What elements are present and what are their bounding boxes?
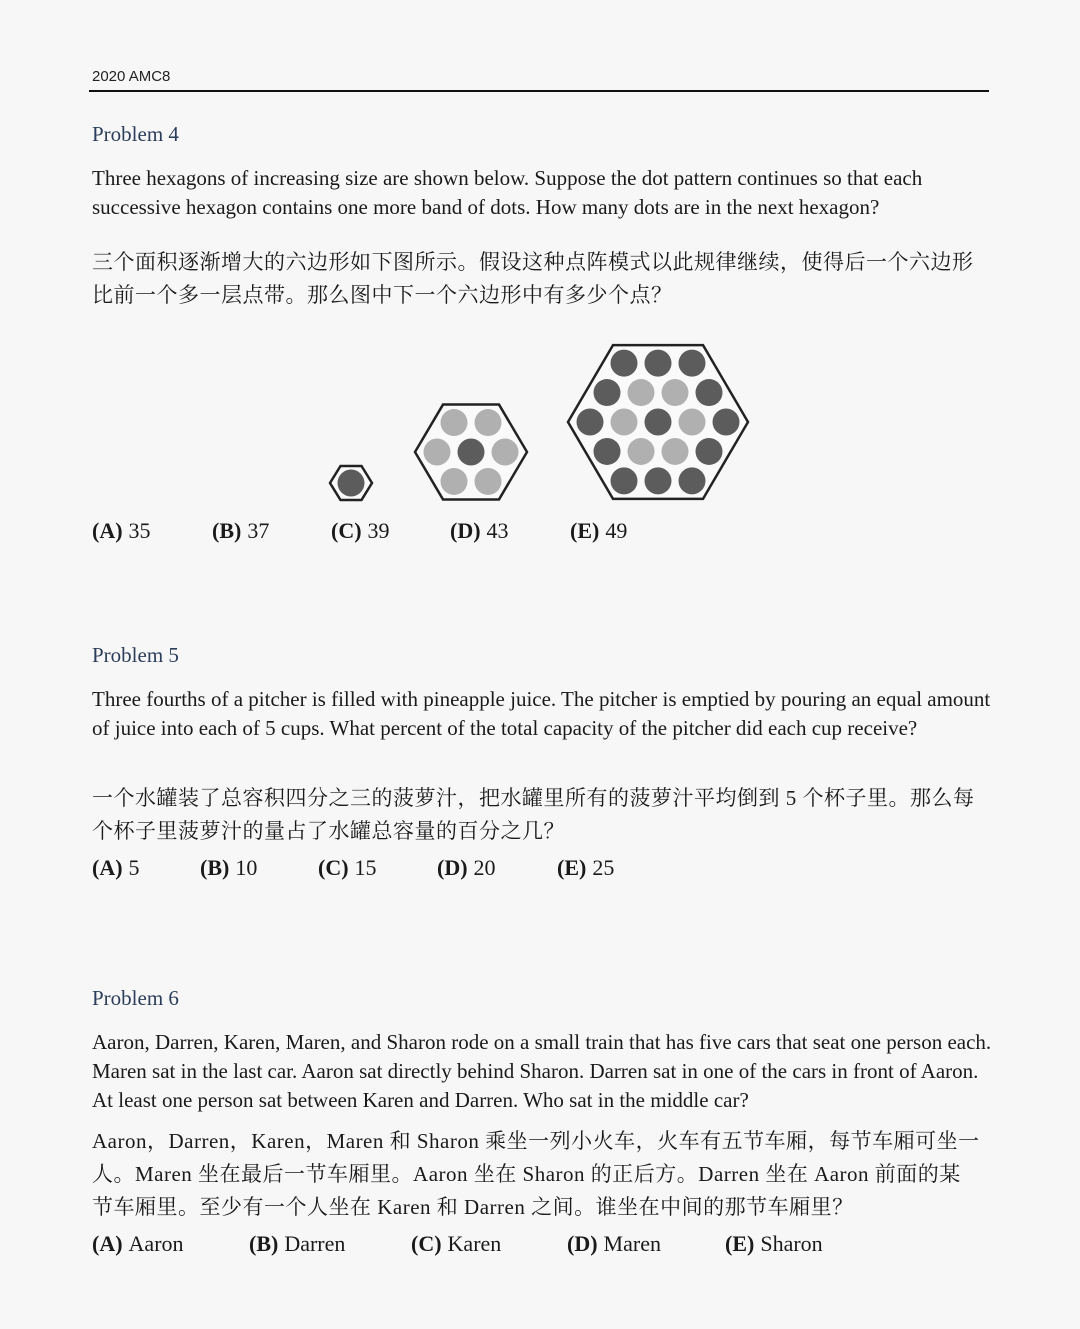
hexagon-dot (594, 438, 621, 465)
hexagon-dot (696, 438, 723, 465)
answer-value: 25 (592, 855, 615, 880)
answer-value: 35 (128, 518, 151, 543)
hexagon-dot (441, 468, 468, 495)
answer-choice[interactable] (212, 518, 331, 544)
answer-value: Maren (603, 1231, 661, 1256)
header-title: 2020 AMC8 (92, 68, 171, 85)
problem-4-title: Problem 4 (92, 122, 179, 146)
hexagon-dot (628, 438, 655, 465)
problem-5-text-zh: 一个水罐装了总容积四分之三的菠萝汁，把水罐里所有的菠萝汁平均倒到 5 个杯子里。那么每个杯子里菠萝汁的量占了水罐总容量的百分之几？ (92, 786, 975, 843)
answer-value: 49 (605, 518, 628, 543)
answer-label: (E) (725, 1231, 755, 1256)
answer-value: 10 (235, 855, 258, 880)
problem-4-answers (92, 518, 627, 544)
problem-5-text: Three fourths of a pitcher is filled with pineapple juice. The pitcher is emptied by pouring an equal amount of juice into each of 5 cups. What percent of the total capacity of the pitcher did each cup receive? (92, 687, 991, 740)
hexagon-dot (338, 470, 365, 497)
hexagon-dot (662, 438, 689, 465)
problem-6-title: Problem 6 (92, 986, 179, 1010)
problem-5-title: Problem 5 (92, 643, 179, 667)
answer-label: (D) (567, 1231, 598, 1256)
hexagon-dot (696, 379, 723, 406)
answer-value: Darren (284, 1231, 346, 1256)
hexagon-dot (492, 439, 519, 466)
answer-label: (B) (212, 518, 242, 543)
answer-label: (A) (92, 518, 123, 543)
problem-6-text-zh: Aaron，Darren，Karen，Maren 和 Sharon 乘坐一列小火车，火车有五节车厢，每节车厢可坐一人。Maren 坐在最后一节车厢里。Aaron 坐在 Sharon 的正后方。Darren 坐在 Aaron 前面的某节车厢里。至少有一个人坐在 Karen 和 Darren 之间。谁坐在中间的那节车厢里？ (92, 1129, 980, 1219)
hexagon-dot (577, 409, 604, 436)
hexagon-dot (424, 439, 451, 466)
answer-label: (D) (450, 518, 481, 543)
answer-choice[interactable] (92, 855, 200, 881)
answer-value: Karen (447, 1231, 502, 1256)
answer-choice[interactable] (567, 1231, 725, 1257)
answer-choice[interactable] (249, 1231, 411, 1257)
answer-label: (C) (411, 1231, 442, 1256)
answer-label: (B) (249, 1231, 279, 1256)
answer-value: 39 (367, 518, 390, 543)
answer-choice[interactable] (411, 1231, 567, 1257)
hexagon-dot (458, 439, 485, 466)
hexagon-dot (628, 379, 655, 406)
answer-choice[interactable] (725, 1231, 823, 1257)
hexagon-dot (645, 467, 672, 494)
answer-value: 20 (473, 855, 496, 880)
answer-label: (A) (92, 855, 123, 880)
hexagon-dot (645, 409, 672, 436)
hexagon-dot (679, 467, 706, 494)
answer-value: 15 (354, 855, 377, 880)
answer-label: (E) (557, 855, 587, 880)
hexagon-dot (611, 350, 638, 377)
problem-6-answers (92, 1231, 823, 1257)
hexagon-dot (679, 350, 706, 377)
problem-4-text: Three hexagons of increasing size are shown below. Suppose the dot pattern continues so that each successive hexagon contains one more band of dots. How many dots are in the next hexagon? (92, 166, 923, 219)
answer-choice[interactable] (450, 518, 570, 544)
answer-value: Aaron (128, 1231, 184, 1256)
hexagon-dot (611, 467, 638, 494)
answer-choice[interactable] (570, 518, 627, 544)
answer-label: (E) (570, 518, 600, 543)
hexagon-dot (441, 409, 468, 436)
answer-value: 37 (247, 518, 270, 543)
answer-label: (A) (92, 1231, 123, 1256)
answer-choice[interactable] (557, 855, 614, 881)
answer-choice[interactable] (92, 518, 212, 544)
answer-choice[interactable] (200, 855, 318, 881)
hexagon-dot (594, 379, 621, 406)
problem-5-answers (92, 855, 614, 881)
answer-choice[interactable] (92, 1231, 249, 1257)
hexagon-dot (611, 409, 638, 436)
hexagon-dot (475, 468, 502, 495)
answer-value: 5 (128, 855, 140, 880)
answer-label: (D) (437, 855, 468, 880)
answer-choice[interactable] (331, 518, 450, 544)
answer-label: (C) (318, 855, 349, 880)
hexagon-dot (679, 409, 706, 436)
answer-choice[interactable] (437, 855, 557, 881)
answer-label: (C) (331, 518, 362, 543)
hexagon-dot (662, 379, 689, 406)
answer-value: 43 (486, 518, 509, 543)
answer-value: Sharon (760, 1231, 823, 1256)
answer-choice[interactable] (318, 855, 437, 881)
hexagon-dot (645, 350, 672, 377)
problem-6-text: Aaron, Darren, Karen, Maren, and Sharon rode on a small train that has five cars that seat one person each. Maren sat in the last car. Aaron sat directly behind Sharon. Darren sat in one of the cars in front of Aaron. At least one person sat between Karen and Darren. Who sat in the middle car? (92, 1030, 992, 1112)
answer-label: (B) (200, 855, 230, 880)
hexagon-dot (475, 409, 502, 436)
hexagon-dot (713, 409, 740, 436)
problem-4-text-zh: 三个面积逐渐增大的六边形如下图所示。假设这种点阵模式以此规律继续，使得后一个六边形比前一个多一层点带。那么图中下一个六边形中有多少个点？ (92, 250, 974, 307)
